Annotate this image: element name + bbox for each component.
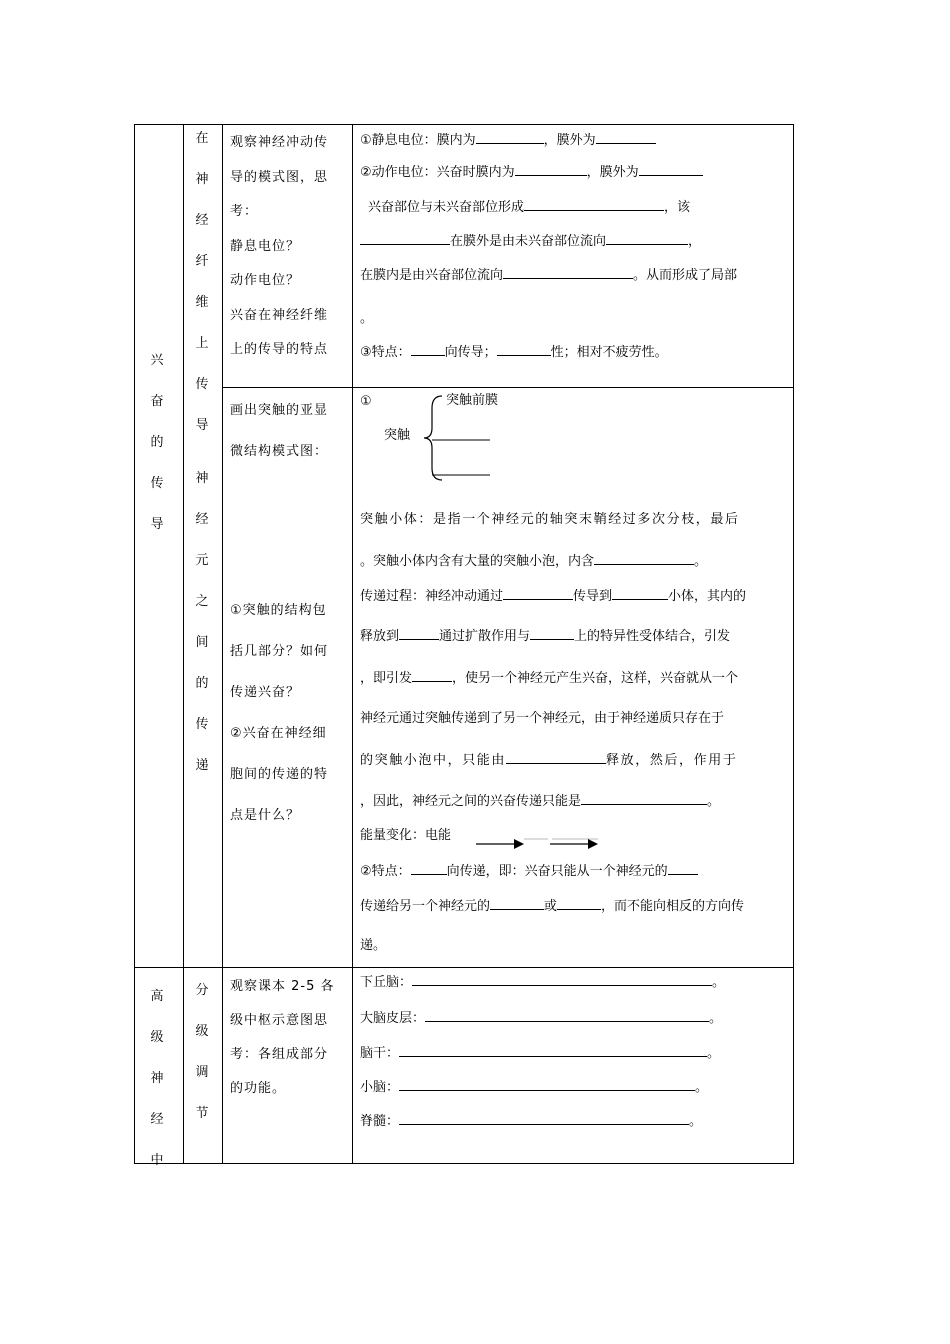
- answer-blank[interactable]: [476, 131, 544, 144]
- transmission-line-6: ，因此，神经元之间的兴奋传递只能是 。: [360, 794, 721, 809]
- answer-blank[interactable]: [596, 131, 656, 144]
- circle-number-one: ①: [360, 394, 372, 409]
- row-divider-1: [222, 387, 794, 388]
- conduction-features-line: ③特点： 向传导； 性；相对不疲劳性。: [360, 345, 668, 360]
- section-title-higher-nerve: 高 级 神 经 中: [150, 989, 164, 1168]
- answer-blank[interactable]: [639, 163, 703, 176]
- outside-current-line: 在膜外是由未兴奋部位流向 ，: [360, 232, 701, 251]
- transmission-feature-line-2: 传递给另一个神经元的 或 ，而不能向相反的方向传: [360, 899, 745, 914]
- synaptic-knob-line-2: 。突触小体内含有大量的突触小泡，内含 。: [360, 554, 708, 569]
- transmission-line-3: ，即引发 ，使另一个神经元产生兴奋，这样，兴奋就从一个: [360, 671, 739, 686]
- answer-blank[interactable]: [411, 862, 447, 875]
- guide-question-nerve-impulse: 观察神经冲动传 导的模式图，思 考： 静息电位？ 动作电位？ 兴奋在神经纤维 上的传导的特点: [230, 135, 329, 357]
- local-current-end: 。: [360, 311, 374, 326]
- brainstem-line: 脑干： 。: [360, 1046, 721, 1061]
- transmission-line-1: 传递过程：神经冲动通过 传导到 小体，其内的: [360, 589, 747, 604]
- answer-blank[interactable]: [399, 1112, 689, 1125]
- guide-question-draw-synapse: 画出突触的亚显 微结构模式图：: [230, 403, 329, 459]
- col-divider-2: [222, 124, 223, 1164]
- transmission-line-2: 释放到 通过扩散作用与 上的特异性受体结合，引发: [360, 629, 731, 644]
- col-divider-3: [352, 124, 353, 1164]
- synaptic-knob-line-1: 突触小体：是指一个神经元的轴突末鞘经过多次分枝，最后: [360, 512, 740, 527]
- cerebellum-line: 小脑： 。: [360, 1080, 709, 1095]
- resting-potential-line: ①静息电位：膜内为 ，膜外为: [360, 131, 656, 150]
- subsection-nerve-fiber: 在 神 经 纤 维 上 传 导: [195, 131, 209, 433]
- answer-blank[interactable]: [594, 552, 694, 565]
- answer-blank[interactable]: [581, 792, 707, 805]
- transmission-feature-line-1: ②特点： 向传递，即：兴奋只能从一个神经元的: [360, 862, 698, 881]
- answer-blank[interactable]: [606, 232, 688, 245]
- hypothalamus-line: 下丘脑： 。: [360, 975, 726, 990]
- synapse-label: 突触: [384, 428, 411, 443]
- answer-blank[interactable]: [530, 627, 574, 640]
- local-current-line: 兴奋部位与未兴奋部位形成 ，该: [368, 200, 691, 215]
- transmission-line-5: 的突触小泡中，只能由 释放，然后，作用于: [360, 753, 738, 768]
- col-divider-1: [183, 124, 184, 1164]
- answer-blank[interactable]: [412, 669, 452, 682]
- guide-question-hierarchical-centers: 观察课本 2-5 各 级中枢示意图思 考：各组成部分 的功能。: [230, 979, 335, 1096]
- answer-blank[interactable]: [411, 343, 445, 356]
- cerebral-cortex-line: 大脑皮层： 。: [360, 1011, 723, 1026]
- row-divider-2: [134, 967, 794, 968]
- answer-blank[interactable]: [503, 587, 573, 600]
- subsection-between-neurons: 神 经 元 之 间 的 传 递: [195, 471, 209, 773]
- answer-blank[interactable]: [399, 1044, 707, 1057]
- answer-blank[interactable]: [490, 897, 544, 910]
- answer-blank[interactable]: [668, 862, 698, 875]
- answer-blank[interactable]: [412, 973, 712, 986]
- answer-blank[interactable]: [360, 232, 450, 245]
- answer-blank[interactable]: [497, 343, 551, 356]
- section-title-excitation: 兴 奋 的 传 导: [150, 353, 164, 532]
- answer-blank[interactable]: [557, 897, 601, 910]
- answer-blank[interactable]: [399, 1078, 695, 1091]
- transmission-feature-line-3: 递。: [360, 938, 387, 953]
- guide-question-synapse-structure: ①突触的结构包 括几部分？如何 传递兴奋？ ②兴奋在神经细 胞间的传递的特 点是什么？: [230, 603, 329, 823]
- transmission-line-4: 神经元通过突触传递到了另一个神经元，由于神经递质只存在于: [360, 711, 725, 726]
- answer-blank[interactable]: [515, 163, 587, 176]
- subsection-graded-regulation: 分 级 调 节: [195, 983, 209, 1121]
- answer-blank[interactable]: [612, 587, 668, 600]
- action-potential-line: ②动作电位：兴奋时膜内为 ，膜外为: [360, 163, 703, 182]
- answer-blank[interactable]: [524, 198, 664, 211]
- inside-current-line: 在膜内是由兴奋部位流向 。从而形成了局部: [360, 268, 738, 283]
- energy-arrow-diagram: [474, 835, 604, 853]
- answer-blank[interactable]: [425, 1009, 709, 1022]
- answer-blank[interactable]: [399, 627, 439, 640]
- answer-blank[interactable]: [506, 751, 606, 764]
- answer-blank[interactable]: [503, 266, 633, 279]
- presynaptic-membrane-label: 突触前膜: [446, 393, 499, 408]
- energy-change-line: 能量变化：电能: [360, 828, 452, 843]
- spinal-cord-line: 脊髓： 。: [360, 1114, 703, 1129]
